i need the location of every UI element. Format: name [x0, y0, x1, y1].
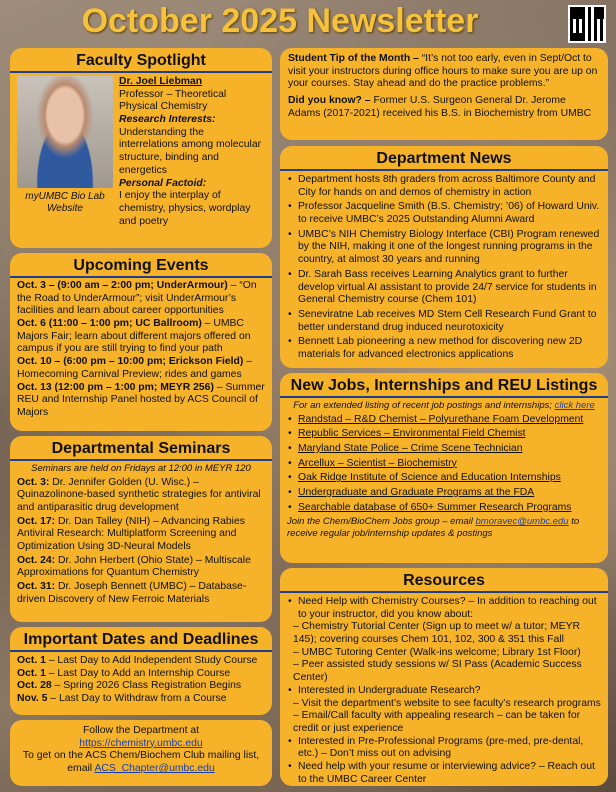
- interests-label: Research Interests:: [119, 114, 216, 126]
- job-link[interactable]: Randstad – R&D Chemist – Polyurethane Foam Development: [298, 413, 584, 425]
- jobs-list: [287, 414, 601, 515]
- qr-code[interactable]: [568, 5, 606, 43]
- seminar-item: Oct. 31: Dr. Joseph Bennett (UMBC) – Database-driven Discovery of New Ferroic Materials: [17, 581, 247, 605]
- news-item: • Seneviratne Lab receives MD Stem Cell Research Fund Grant to better understand drug induced neurotoxicity: [287, 309, 601, 334]
- event-item: Oct. 10 – (6:00 pm – 10:00 pm; Erickson Field) – Homecoming Carnival Preview; rides and games: [17, 356, 253, 380]
- tip-text: “It’s not too early, even in Sept/Oct to visit your instructors during office hours to make sure you are up on your courses. Stay ahead and do the practice problems.”: [288, 53, 598, 90]
- bio-link[interactable]: myUMBC Bio Lab Website: [25, 191, 105, 215]
- news-item: • Bennett Lab pioneering a new method for discovering new 2D materials for advanced electronics applications: [287, 336, 601, 361]
- event-item: Oct. 6 (11:00 – 1:00 pm; UC Ballroom) – UMBC Majors Fair; learn about different majors offered on campus if you are still trying to find your path: [17, 318, 251, 355]
- news-item: • Dr. Sarah Bass receives Learning Analytics grant to further develop virtual AI assistant to provide 24/7 service for students in General Chemistry course (Chem 101): [287, 269, 601, 307]
- dyk-label: Did you know? –: [288, 95, 371, 107]
- news-heading: Department News: [280, 150, 608, 171]
- resources-section: [280, 568, 608, 786]
- job-link[interactable]: Maryland State Police – Crime Scene Technician: [298, 442, 523, 454]
- follow-line: Follow the Department at: [82, 725, 200, 736]
- seminars-heading: Departmental Seminars: [10, 440, 272, 461]
- date-item: Nov. 5 – Last Day to Withdraw from a Course: [17, 693, 227, 705]
- upcoming-events-section: [10, 253, 272, 431]
- club-email-link[interactable]: ACS_Chapter@umbc.edu: [94, 763, 215, 775]
- seminar-item: Oct. 24: Dr. John Herbert (Ohio State) – Multiscale Approximations for Quantum Chemistry: [17, 554, 251, 579]
- resource-sub: – Chemistry Tutorial Center (Sign up to meet w/ a tutor; MEYR 145); covering courses Chem 101, 102, 300 & 351 this Fall: [293, 621, 581, 646]
- event-item: Oct. 13 (12:00 pm – 1:00 pm; MEYR 256) – Summer REU and Internship Panel hosted by ACS Council of Majors: [17, 381, 265, 418]
- department-news-section: [280, 146, 608, 368]
- dates-heading: Important Dates and Deadlines: [10, 631, 272, 652]
- jobs-section: [280, 373, 608, 563]
- student-tip-section: [280, 48, 608, 140]
- job-link[interactable]: Republic Services – Environmental Field Chemist: [298, 428, 526, 440]
- resources-list: [287, 596, 601, 621]
- department-url-link[interactable]: https://chemistry.umbc.edu: [79, 737, 203, 749]
- resource-item: • Interested in Undergraduate Research?: [287, 685, 601, 698]
- jobs-intro: For an extended listing of recent job postings and internships;: [293, 400, 552, 411]
- date-item: Oct. 28 – Spring 2026 Class Registration Begins: [17, 680, 242, 692]
- faculty-name: Dr. Joel Liebman: [119, 76, 203, 87]
- date-item: Oct. 1 – Last Day to Add Independent Study Course: [17, 655, 258, 666]
- faculty-spotlight-section: [10, 48, 272, 248]
- resource-sub: – UMBC Tutoring Center (Walk-ins welcome; Library 1st Floor): [293, 646, 581, 658]
- tip-label: Student Tip of the Month –: [288, 53, 419, 64]
- events-heading: Upcoming Events: [10, 257, 272, 278]
- news-item: • UMBC’s NIH Chemistry Biology Interface (CBI) Program renewed by the NIH, making it one of the longest running programs in the country, at almost 30 years and running: [287, 229, 601, 267]
- resource-sub: – Peer assisted study sessions w/ SI Pass (Academic Success Center): [293, 659, 582, 684]
- resource-item: • Interested in Pre-Professional Programs (pre-med, pre-dental, etc.) – Don’t miss out on advising: [287, 736, 601, 761]
- job-link[interactable]: Oak Ridge Institute of Science and Education Internships: [298, 472, 561, 484]
- seminar-item: Oct. 17: Dr. Dan Talley (NIH) – Advancing Rabies Antiviral Research: Multiplatform Screening and Optimization Using 3D-Neural Models: [17, 515, 245, 553]
- departmental-seminars-section: [10, 436, 272, 622]
- job-link[interactable]: Arcellux – Scientist – Biochemistry: [298, 457, 457, 469]
- resources-heading: Resources: [280, 572, 608, 593]
- spotlight-heading: Faculty Spotlight: [10, 52, 272, 73]
- jobs-footer-end: to receive regular job/internship updates & postings: [287, 516, 580, 539]
- dyk-text: Former U.S. Surgeon General Dr. Jerome Adams (2017-2021) received his B.S. in Biochemistry from UMBC: [288, 95, 592, 119]
- news-item: • Department hosts 8th graders from across Baltimore County and City for hands on and demos of chemistry in action: [287, 174, 601, 199]
- news-item: • Professor Jacqueline Smith (B.S. Chemistry; ’06) of Howard Univ. to receive UMBC’s 2025 Outstanding Alumni Award: [287, 201, 601, 226]
- factoid-label: Personal Factoid:: [119, 177, 207, 189]
- jobs-footer: Join the Chem/BioChem Jobs group – email: [287, 516, 473, 528]
- jobs-email-link[interactable]: bmoravec@umbc.edu: [475, 516, 569, 528]
- factoid-text: I enjoy the interplay of chemistry, physics, wordplay and poetry: [119, 190, 251, 227]
- follow-section: [10, 720, 272, 786]
- seminars-note: Seminars are held on Fridays at 12:00 in MEYR 120: [31, 463, 251, 474]
- events-list: [17, 280, 265, 420]
- date-item: Oct. 1 – Last Day to Add an Internship Course: [17, 667, 231, 679]
- jobs-click-here-link[interactable]: click here: [554, 400, 595, 411]
- resource-item: • Need help with your resume or interviewing advice? – Reach out to the UMBC Career Center: [287, 761, 601, 786]
- resource-sub: – Email/Call faculty with appealing research – can be taken for credit or just experience: [293, 710, 581, 734]
- job-link[interactable]: Searchable database of 650+ Summer Research Programs: [298, 501, 572, 513]
- seminar-item: Oct. 3: Dr. Jennifer Golden (U. Wisc.) – Quinazolinone-based synthetic strategies for antiviral and antiparasitic drug development: [17, 476, 261, 513]
- resource-sub: – Visit the department’s website to see faculty’s research programs: [293, 697, 601, 709]
- event-item: Oct. 3 – (9:00 am – 2:00 pm; UnderArmour) – “On the Road to UnderArmour”; visit UnderArmour’s facilities and learn about career opportunities: [17, 280, 257, 317]
- faculty-role: Professor – Theoretical Physical Chemistry: [119, 88, 227, 113]
- jobs-heading: New Jobs, Internships and REU Listings: [280, 377, 608, 398]
- important-dates-section: [10, 627, 272, 715]
- news-list: [287, 174, 601, 362]
- interests-text: Understanding the interrelations among molecular structure, binding and energetics: [119, 126, 262, 176]
- resource-item: • Need Help with Chemistry Courses? – In addition to reaching out to your instructor, did you know about:: [287, 596, 601, 621]
- job-link[interactable]: Undergraduate and Graduate Programs at the FDA: [298, 487, 535, 499]
- newsletter-title: October 2025 Newsletter: [81, 2, 479, 40]
- mailing-text: To get on the ACS Chem/Biochem Club mailing list, email: [22, 750, 260, 775]
- faculty-photo: [17, 76, 113, 188]
